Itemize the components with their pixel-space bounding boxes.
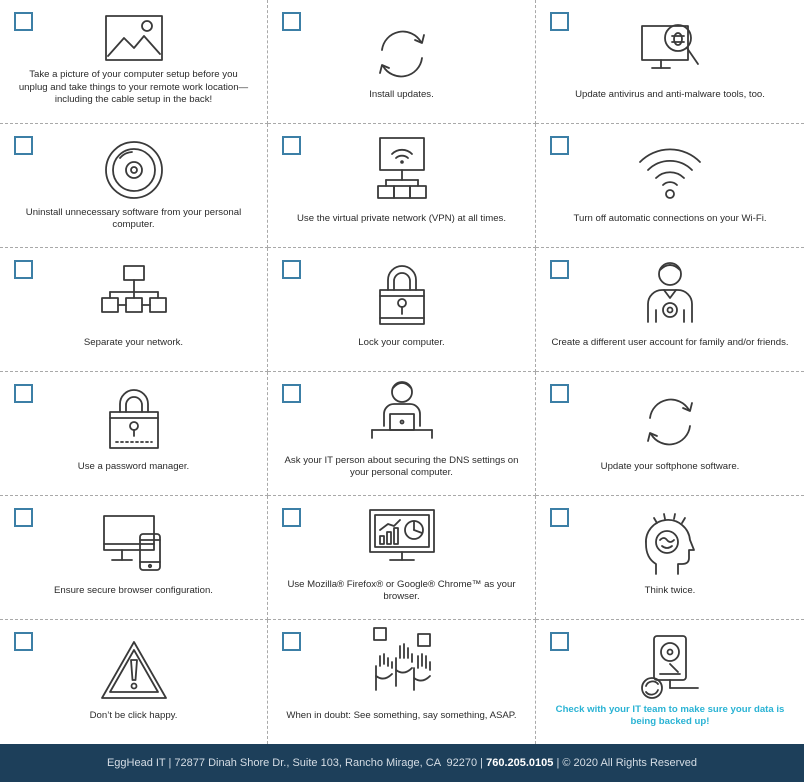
user-gear-icon (634, 256, 706, 328)
checklist-item (0, 248, 268, 372)
footer (0, 744, 804, 782)
checkbox[interactable] (282, 136, 301, 155)
checklist-item (0, 496, 268, 620)
item-text: Update your softphone software. (600, 460, 740, 472)
checklist-item (536, 124, 804, 248)
item-text: Update antivirus and anti-malware tools, too. (575, 88, 765, 100)
monitor-phone-icon (98, 508, 170, 580)
item-text: Turn off automatic connections on your Wi-Fi. (573, 212, 767, 224)
item-text: Lock your computer. (358, 336, 445, 348)
checklist-item (0, 372, 268, 496)
footer-company-address: EggHead IT | 72877 Dinah Shore Dr., Suite 103, Rancho Mirage, CA 92270 | (106, 757, 487, 769)
checklist-item (268, 496, 536, 620)
checkbox[interactable] (550, 12, 569, 31)
checkbox[interactable] (550, 632, 569, 651)
item-text: Ask your IT person about securing the DNS settings on your personal computer. (284, 454, 519, 478)
checkbox[interactable] (550, 384, 569, 403)
raised-hands-icon (366, 624, 438, 696)
checklist-item (536, 0, 804, 124)
item-text: Ensure secure browser configuration. (54, 584, 213, 596)
vpn-monitor-network-icon (366, 134, 438, 206)
wifi-icon (634, 134, 706, 206)
checklist-item (268, 0, 536, 124)
checklist-item (268, 620, 536, 744)
checklist-item (268, 124, 536, 248)
footer-copyright: | © 2020 All Rights Reserved (553, 757, 698, 769)
item-text: Don’t be click happy. (89, 709, 178, 721)
checkbox[interactable] (282, 508, 301, 527)
item-text: Use Mozilla® Firefox® or Google® Chrome™ as your browser. (287, 578, 516, 602)
item-text: When in doubt: See something, say something, ASAP. (286, 709, 517, 721)
checkbox[interactable] (282, 260, 301, 279)
item-text: Separate your network. (83, 336, 184, 348)
checkbox[interactable] (550, 508, 569, 527)
hard-drive-backup-icon (634, 632, 706, 704)
checklist-item (536, 620, 804, 744)
checklist-item (0, 0, 268, 124)
password-lock-icon (98, 382, 170, 454)
person-laptop-icon (366, 376, 438, 448)
disc-icon (98, 134, 170, 206)
item-text: Uninstall unnecessary software from your personal computer. (25, 206, 242, 230)
footer-phone: 760.205.0105 (486, 757, 554, 769)
item-text: Take a picture of your computer setup before you unplug and take things to your remote work location—including the cable setup in the back! (18, 69, 249, 106)
checklist-item (0, 620, 268, 744)
checklist-item (268, 372, 536, 496)
checkbox[interactable] (14, 136, 33, 155)
checkbox[interactable] (282, 632, 301, 651)
item-text: Use a password manager. (77, 460, 190, 472)
checkbox[interactable] (14, 12, 33, 31)
item-text: Install updates. (369, 88, 434, 100)
checklist-item (536, 372, 804, 496)
checklist-item (536, 496, 804, 620)
padlock-icon (366, 258, 438, 330)
checkbox[interactable] (14, 260, 33, 279)
checkbox[interactable] (14, 632, 33, 651)
checkbox[interactable] (14, 384, 33, 403)
item-text: Create a different user account for family and/or friends. (551, 336, 789, 348)
item-text: Use the virtual private network (VPN) at all times. (296, 212, 506, 224)
network-hierarchy-icon (98, 258, 170, 330)
checkbox[interactable] (282, 384, 301, 403)
checkbox[interactable] (14, 508, 33, 527)
checklist-item (268, 248, 536, 372)
checklist-item (536, 248, 804, 372)
checkbox[interactable] (550, 260, 569, 279)
item-text: Think twice. (644, 584, 696, 596)
checkbox[interactable] (550, 136, 569, 155)
checklist-item (0, 124, 268, 248)
head-brain-icon (634, 508, 706, 580)
checkbox[interactable] (282, 12, 301, 31)
item-text: Check with your IT team to make sure your data is being backed up! (555, 703, 785, 727)
analytics-monitor-icon (366, 502, 438, 574)
